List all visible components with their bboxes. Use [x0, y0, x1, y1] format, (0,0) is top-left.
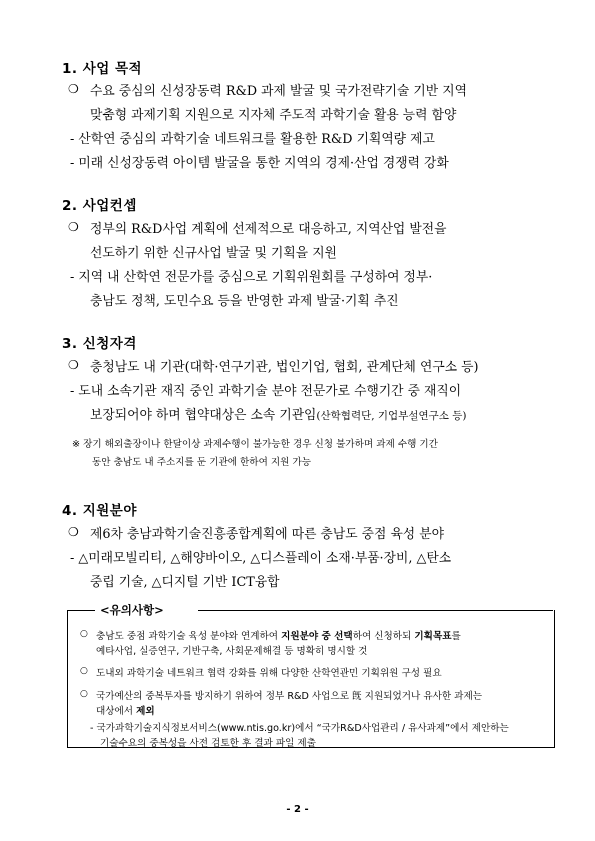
- section-2-title: 2. 사업컨셉: [62, 198, 137, 214]
- notice-item-1-line-2: 예타사업, 실증연구, 기반구축, 사회문제해결 등 명확히 명시할 것: [96, 646, 368, 657]
- notice-item-3-keyword-exclude: 제외: [136, 706, 155, 717]
- section-1-line-3: - 산학연 중심의 과학기술 네트워크를 활용한 R&D 기획역량 제고: [70, 132, 435, 147]
- section-3-line-3: [90, 404, 467, 423]
- section-3-footnote-2: 동안 충남도 내 주소지를 둔 기관에 한하여 지원 가능: [92, 457, 312, 468]
- section-4-line-1: 제6차 충남과학기술진흥종합계획에 따른 충남도 중점 육성 분야: [90, 527, 444, 542]
- notice-item-3-line-1: 국가예산의 중복투자를 방지하기 위하여 정부 R&D 사업으로 旣 지원되었거나 유사한 과제는: [96, 691, 482, 702]
- page-number: - 2 -: [286, 804, 309, 815]
- notice-item-1-line-1: [96, 628, 461, 642]
- section-2-line-4: 충남도 정책, 도민수요 등을 반영한 과제 발굴·기획 추진: [90, 294, 399, 309]
- notice-bullet-icon: ○: [80, 629, 88, 639]
- section-1-line-1: 수요 중심의 신성장동력 R&D 과제 발굴 및 국가전략기술 기반 지역: [90, 84, 467, 99]
- notice-bullet-icon: ○: [80, 666, 88, 676]
- notice-bullet-icon: ○: [80, 689, 88, 699]
- notice-item-3-sub-2: 기술수요의 중복성을 사전 검토한 후 결과 파일 제출: [100, 738, 316, 749]
- circle-bullet-icon: ❍: [68, 358, 79, 372]
- notice-item-1-text-e: 를: [451, 631, 461, 642]
- section-4-title: 4. 지원분야: [62, 503, 137, 519]
- circle-bullet-icon: ❍: [68, 525, 79, 539]
- section-4-line-3: 중립 기술, △디지털 기반 ICT융합: [90, 575, 280, 590]
- notice-item-1-keyword-goal: 기획목표: [414, 631, 452, 642]
- section-1-title: 1. 사업 목적: [62, 61, 143, 77]
- notice-item-3-sub-1: - 국가과학기술지식정보서비스(www.ntis.go.kr)에서 “국가R&D사업관리 / 유사과제”에서 제안하는: [90, 723, 509, 734]
- notice-item-1-keyword-field: 지원분야 중 선택: [281, 631, 353, 642]
- section-2-line-3: - 지역 내 산학연 전문가를 중심으로 기획위원회를 구성하여 정부·: [70, 270, 433, 285]
- notice-item-1-text-a: 충남도 중점 과학기술 육성 분야와 연계하여: [96, 631, 282, 642]
- section-3-line-3-paren: (산학협력단, 기업부설연구소 등): [316, 410, 467, 422]
- section-3-line-1: 충청남도 내 기관(대학·연구기관, 법인기업, 협회, 관계단체 연구소 등): [90, 360, 479, 375]
- section-2-line-1: 정부의 R&D사업 계획에 선제적으로 대응하고, 지역산업 발전을: [90, 222, 447, 237]
- notice-item-1-text-c: 하여 신청하되: [352, 631, 415, 642]
- notice-title: <유의사항>: [100, 603, 164, 617]
- section-1-line-4: - 미래 신성장동력 아이템 발굴을 통한 지역의 경제·산업 경쟁력 강화: [70, 156, 449, 171]
- circle-bullet-icon: ❍: [68, 82, 79, 96]
- section-4-line-2: - △미래모빌리티, △해양바이오, △디스플레이 소재·부품·장비, △탄소: [70, 551, 452, 566]
- section-3-line-2: - 도내 소속기관 재직 중인 과학기술 분야 전문가로 수행기간 중 재직이: [70, 384, 462, 399]
- section-1-line-2: 맞춤형 과제기획 지원으로 지자체 주도적 과학기술 활용 능력 함양: [90, 108, 457, 123]
- circle-bullet-icon: ❍: [68, 220, 79, 234]
- section-3-line-3-main: 보장되어야 하며 협약대상은 소속 기관임: [90, 408, 317, 423]
- notice-item-3-text-b: 대상에서: [96, 706, 137, 717]
- notice-item-3-line-2: [96, 703, 155, 717]
- section-3-title: 3. 신청자격: [62, 336, 137, 352]
- notice-item-2: 도내외 과학기술 네트워크 협력 강화를 위해 다양한 산학연관민 기획위원 구성 필요: [96, 668, 442, 679]
- section-3-footnote-1: ※ 장기 해외출장이나 한달이상 과제수행이 불가능한 경우 신청 불가하며 과제 수행 기간: [72, 439, 438, 450]
- section-2-line-2: 선도하기 위한 신규사업 발굴 및 기획을 지원: [90, 246, 337, 261]
